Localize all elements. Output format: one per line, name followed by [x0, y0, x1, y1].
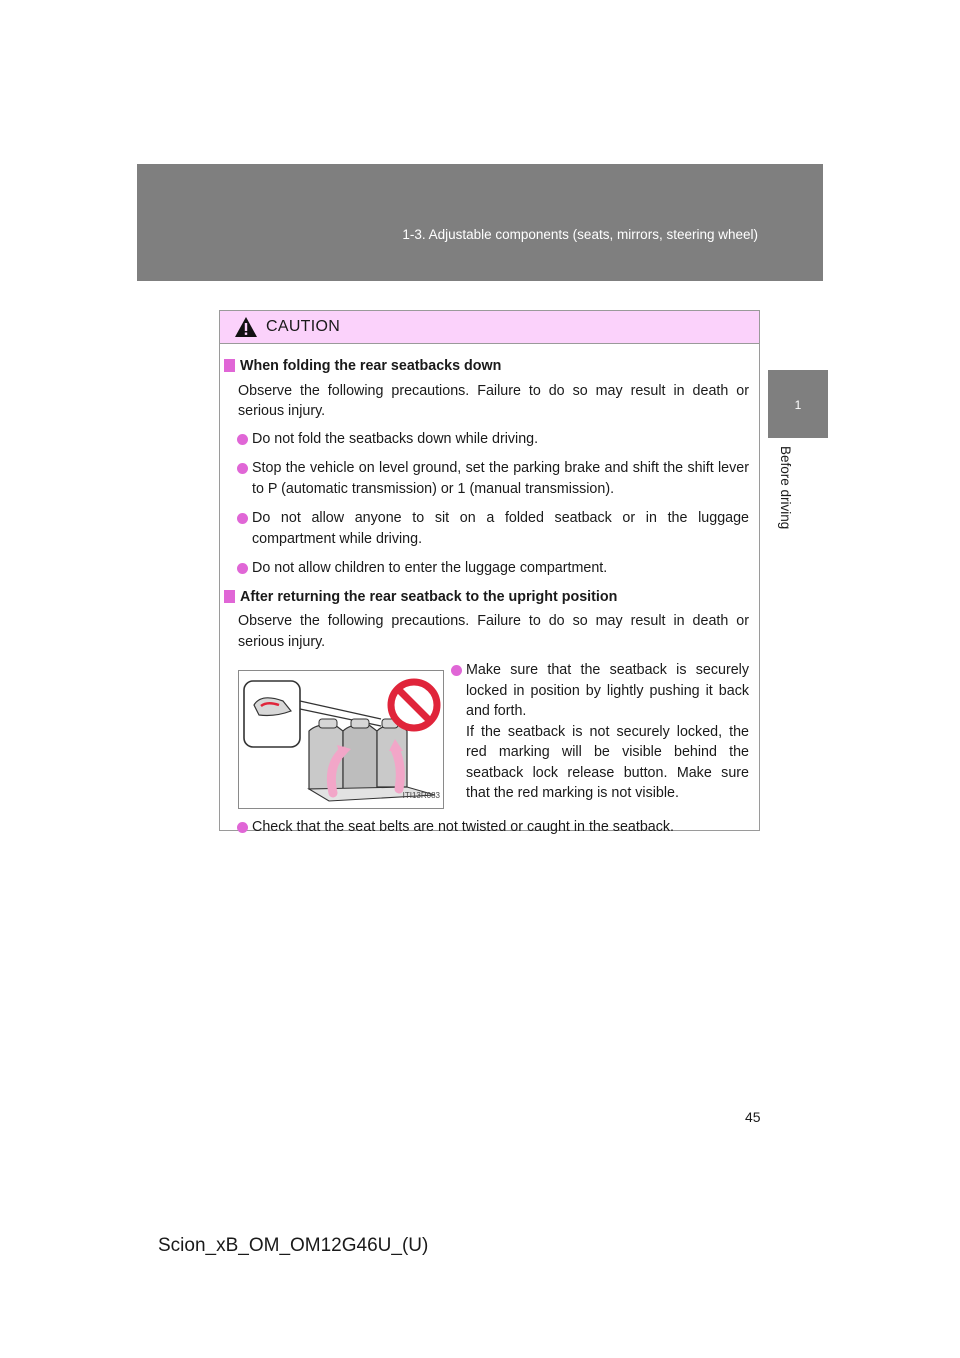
figure-code: ITI13R083	[402, 790, 440, 800]
chapter-tab	[768, 370, 828, 438]
list-item-text: Do not allow anyone to sit on a folded seatback or in the luggage compartment while driving.	[252, 510, 749, 547]
intro-text: Observe the following precautions. Failure to do so may result in death or serious injury.	[238, 613, 749, 650]
caution-header	[220, 311, 759, 344]
heading-text: When folding the rear seatbacks down	[240, 358, 502, 374]
list-item	[220, 558, 749, 579]
round-bullet-icon	[237, 463, 248, 474]
section-title: 1-3. Adjustable components (seats, mirrors, steering wheel)	[402, 227, 758, 242]
caution-title: CAUTION	[266, 318, 341, 335]
round-bullet-icon	[451, 665, 462, 676]
figure-row	[220, 660, 749, 809]
square-bullet-icon	[224, 359, 235, 372]
round-bullet-icon	[237, 822, 248, 833]
figure-text	[450, 660, 749, 809]
seatback-illustration	[238, 670, 444, 809]
round-bullet-icon	[237, 434, 248, 445]
page-number: 45	[745, 1109, 761, 1125]
list-item-text: Stop the vehicle on level ground, set the parking brake and shift the shift lever to P (automatic transmission) or 1 (manual transmission).	[252, 460, 749, 497]
list-item-text: Do not fold the seatbacks down while driving.	[252, 430, 539, 447]
round-bullet-icon	[237, 513, 248, 524]
list-item-text: If the seatback is not securely locked, the red marking will be visible behind the seatback lock release button. Make sure that the red marking is not visible.	[466, 723, 749, 801]
list-item	[220, 817, 749, 838]
caution-body	[220, 344, 759, 838]
intro-text: Observe the following precautions. Failure to do so may result in death or serious injury.	[238, 382, 749, 419]
section-heading-folding	[220, 356, 749, 377]
section-heading-upright	[220, 587, 749, 608]
square-bullet-icon	[224, 590, 235, 603]
chapter-label: Before driving	[778, 446, 793, 530]
footer-document-code: Scion_xB_OM_OM12G46U_(U)	[158, 1235, 429, 1256]
heading-text: After returning the rear seatback to the upright position	[240, 588, 618, 605]
round-bullet-icon	[237, 563, 248, 574]
header-band	[137, 164, 823, 281]
list-item	[220, 458, 749, 499]
caution-box	[219, 310, 760, 835]
list-item	[220, 508, 749, 549]
list-item	[450, 660, 749, 804]
chapter-number: 1	[794, 398, 802, 412]
list-item	[220, 429, 749, 450]
list-item-text: Make sure that the seatback is securely locked in position by lightly pushing it back and forth.	[466, 662, 749, 719]
list-item-text: Check that the seat belts are not twisted or caught in the seatback.	[252, 819, 675, 835]
warning-triangle-icon	[234, 316, 258, 338]
list-item-text: Do not allow children to enter the luggage compartment.	[252, 560, 608, 576]
